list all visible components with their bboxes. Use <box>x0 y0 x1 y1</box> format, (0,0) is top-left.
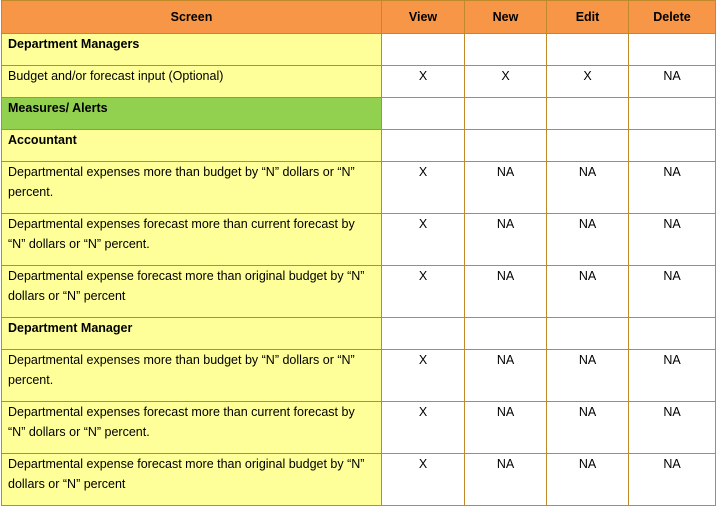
delete-cell: NA <box>629 162 716 214</box>
delete-cell <box>629 34 716 66</box>
new-cell <box>465 130 547 162</box>
delete-cell <box>629 130 716 162</box>
section-header-cell: Department Managers <box>2 34 382 66</box>
new-cell: NA <box>465 402 547 454</box>
view-cell <box>382 98 465 130</box>
new-cell: NA <box>465 214 547 266</box>
delete-cell: NA <box>629 454 716 506</box>
header-delete: Delete <box>629 1 716 34</box>
new-cell: NA <box>465 454 547 506</box>
table-row <box>2 130 716 162</box>
edit-cell: NA <box>547 350 629 402</box>
new-cell <box>465 98 547 130</box>
table-row <box>2 98 716 130</box>
delete-cell: NA <box>629 266 716 318</box>
edit-cell: NA <box>547 266 629 318</box>
delete-cell: NA <box>629 402 716 454</box>
delete-cell <box>629 318 716 350</box>
header-row <box>2 1 716 34</box>
delete-cell: NA <box>629 350 716 402</box>
table-row <box>2 318 716 350</box>
header-view: View <box>382 1 465 34</box>
edit-cell: NA <box>547 162 629 214</box>
view-cell: X <box>382 266 465 318</box>
table-row <box>2 454 716 506</box>
screen-cell: Departmental expenses forecast more than current forecast by “N” dollars or “N” percent. <box>2 214 382 266</box>
new-cell: NA <box>465 350 547 402</box>
edit-cell: X <box>547 66 629 98</box>
view-cell <box>382 34 465 66</box>
screen-cell: Departmental expenses more than budget by “N” dollars or “N” percent. <box>2 162 382 214</box>
delete-cell: NA <box>629 214 716 266</box>
header-new: New <box>465 1 547 34</box>
edit-cell <box>547 318 629 350</box>
view-cell: X <box>382 350 465 402</box>
edit-cell <box>547 98 629 130</box>
screen-cell: Departmental expense forecast more than original budget by “N” dollars or “N” percent <box>2 454 382 506</box>
new-cell: X <box>465 66 547 98</box>
delete-cell <box>629 98 716 130</box>
permissions-table <box>1 0 716 506</box>
edit-cell <box>547 130 629 162</box>
new-cell: NA <box>465 162 547 214</box>
view-cell: X <box>382 214 465 266</box>
section-header-cell: Accountant <box>2 130 382 162</box>
screen-cell: Departmental expense forecast more than original budget by “N” dollars or “N” percent <box>2 266 382 318</box>
table-row <box>2 266 716 318</box>
view-cell <box>382 318 465 350</box>
view-cell: X <box>382 454 465 506</box>
table-row <box>2 402 716 454</box>
header-edit: Edit <box>547 1 629 34</box>
table-row <box>2 214 716 266</box>
view-cell: X <box>382 66 465 98</box>
table-row <box>2 350 716 402</box>
delete-cell: NA <box>629 66 716 98</box>
edit-cell: NA <box>547 402 629 454</box>
view-cell <box>382 130 465 162</box>
table-row <box>2 162 716 214</box>
table-row <box>2 66 716 98</box>
section-header-cell: Measures/ Alerts <box>2 98 382 130</box>
new-cell <box>465 34 547 66</box>
section-header-cell: Department Manager <box>2 318 382 350</box>
screen-cell: Budget and/or forecast input (Optional) <box>2 66 382 98</box>
screen-cell: Departmental expenses forecast more than current forecast by “N” dollars or “N” percent. <box>2 402 382 454</box>
new-cell <box>465 318 547 350</box>
new-cell: NA <box>465 266 547 318</box>
header-screen: Screen <box>2 1 382 34</box>
edit-cell: NA <box>547 454 629 506</box>
screen-cell: Departmental expenses more than budget by “N” dollars or “N” percent. <box>2 350 382 402</box>
edit-cell <box>547 34 629 66</box>
table-row <box>2 34 716 66</box>
edit-cell: NA <box>547 214 629 266</box>
view-cell: X <box>382 162 465 214</box>
view-cell: X <box>382 402 465 454</box>
